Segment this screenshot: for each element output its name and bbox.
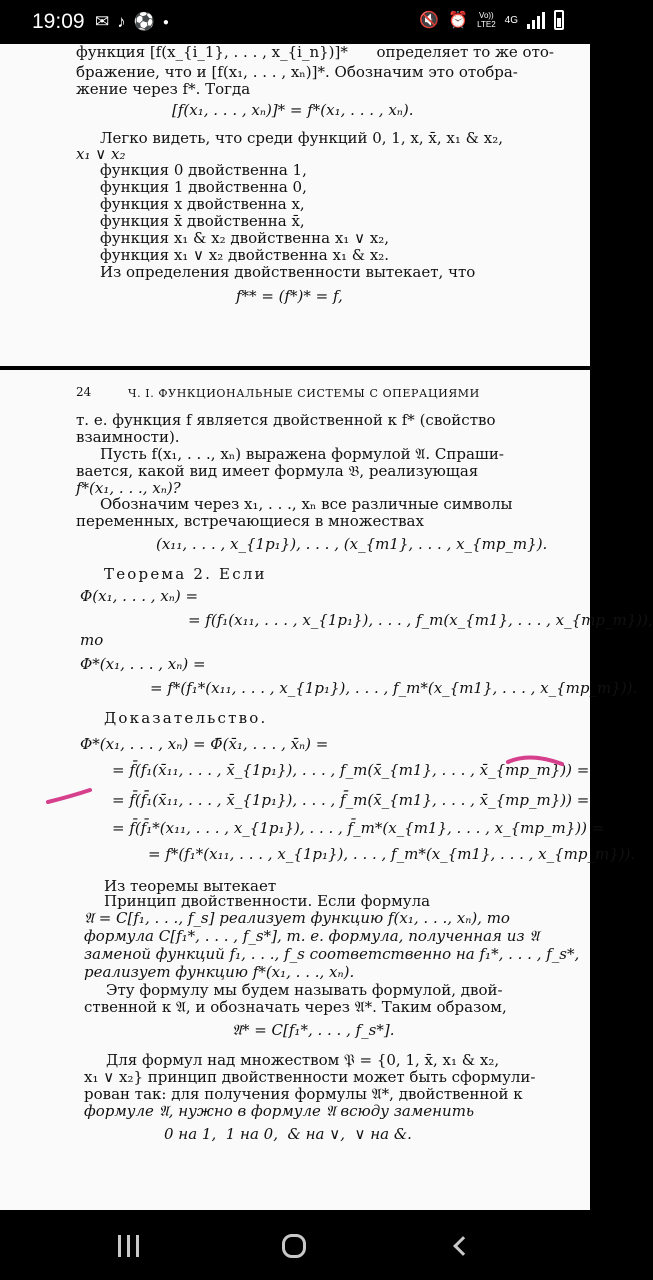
text-line: т. е. функция f является двойственной к f* (свойство xyxy=(76,411,496,429)
text-line: x₁ ∨ x₂ xyxy=(76,145,126,163)
formula: = f̄(f̄̄₁(x̄₁₁, . . . , x̄_{1p₁}), . . . , f̄̄_m(x̄_{m1}, . . . , x̄_{mp_m})) = xyxy=(112,791,590,809)
pen-annotations xyxy=(0,370,590,1210)
home-icon xyxy=(282,1234,306,1258)
text-line: функция x₁ ∨ x₂ двойственна x₁ & x₂. xyxy=(100,246,390,264)
text-line: ственной к 𝔄, и обозначать через 𝔄*. Таким образом, xyxy=(84,998,507,1016)
formula: = f*(f₁*(x₁₁, . . . , x_{1p₁}), . . . , f_m*(x_{m1}, . . . , x_{mp_m})). xyxy=(148,845,636,863)
formula: Φ*(x₁, . . . , xₙ) = xyxy=(80,655,206,673)
text-line: то xyxy=(80,631,104,649)
text-line: Пусть f(x₁, . . ., xₙ) выражена формулой 𝔄. Спраши- xyxy=(100,445,504,463)
formula: 0 на 1, 1 на 0, & на ∨, ∨ на &. xyxy=(164,1125,412,1143)
text-line: Эту формулу мы будем называть формулой, двой- xyxy=(106,981,503,999)
formula: (x₁₁, . . . , x_{1p₁}), . . . , (x_{m1}, . . . , x_{mp_m}). xyxy=(156,535,548,553)
recents-icon xyxy=(118,1235,139,1257)
text-line: функция 0 двойственна 1, xyxy=(100,161,307,179)
text-line: реализует функцию f*(x₁, . . ., xₙ). xyxy=(84,963,355,981)
running-header: Ч. I. ФУНКЦИОНАЛЬНЫЕ СИСТЕМЫ С ОПЕРАЦИЯМИ xyxy=(128,387,480,400)
formula: Φ(x₁, . . . , xₙ) = xyxy=(80,587,199,605)
text-line: заменой функций f₁, . . ., f_s соответственно на f₁*, . . . , f_s*, xyxy=(84,945,580,963)
formula: 𝔄* = C[f₁*, . . . , f_s*]. xyxy=(232,1021,395,1039)
mute-icon: 🔇 xyxy=(419,12,440,29)
text-line: переменных, встречающиеся в множествах xyxy=(76,512,424,530)
battery-icon xyxy=(554,10,564,30)
text-line: вается, какой вид имеет формула 𝔅, реализующая xyxy=(76,462,479,480)
text-line: жение через f*. Тогда xyxy=(76,80,251,98)
status-time: 19:09 xyxy=(32,10,85,33)
text-line: f*(x₁, . . ., xₙ)? xyxy=(76,479,181,497)
mail-icon: ✉ xyxy=(95,12,110,31)
principle-heading: Принцип двойственности. Если формула xyxy=(104,892,431,910)
pen-stroke-left xyxy=(48,790,90,802)
text-line: формуле 𝔄, нужно в формуле 𝔄 всюду заменить xyxy=(84,1102,475,1120)
text-line: Из теоремы вытекает xyxy=(104,877,277,895)
formula: [f(x₁, . . . , xₙ)]* = f*(x₁, . . . , xₙ). xyxy=(172,101,414,119)
recents-button[interactable] xyxy=(108,1230,148,1262)
text-line: x₁ ∨ x₂} принцип двойственности может быть сформули- xyxy=(84,1068,536,1086)
text-line: формула C[f₁*, . . . , f_s*], т. е. формула, полученная из 𝔄 xyxy=(84,927,540,945)
network-type: 4G xyxy=(504,14,518,26)
text-line: Обозначим через x₁, . . ., xₙ все различные символы xyxy=(100,495,513,513)
formula: = f(f₁(x₁₁, . . . , x_{1p₁}), . . . , f_m(x_{m1}, . . . , x_{mp_m})), xyxy=(188,611,653,629)
formula: = f*(f₁*(x₁₁, . . . , x_{1p₁}), . . . , f_m*(x_{m1}, . . . , x_{mp_m})). xyxy=(150,679,638,697)
text-line: функция [f(x_{i_1}, . . . , x_{i_n})]* определяет то же ото- xyxy=(76,43,554,61)
back-icon xyxy=(453,1236,473,1256)
football-icon: ⚽ xyxy=(133,12,155,31)
page-number: 24 xyxy=(76,385,92,399)
navigation-bar xyxy=(0,1212,590,1280)
theorem-heading: Теорема 2. Если xyxy=(104,565,267,583)
text-line: рован так: для получения формулы 𝔄*, двойственной к xyxy=(84,1085,523,1103)
volte-icon: Vo)) LTE2 xyxy=(477,11,496,29)
text-line: 𝔄 = C[f₁, . . ., f_s] реализует функцию f(x₁, . . ., xₙ), то xyxy=(84,909,510,927)
text-line: взаимности). xyxy=(76,428,180,446)
formula: = f̄(f̄₁*(x₁₁, . . . , x_{1p₁}), . . . , f̄_m*(x_{m1}, . . . , x_{mp_m})) = xyxy=(112,819,605,837)
formula: f** = (f*)* = f, xyxy=(236,287,343,305)
dot-icon: ● xyxy=(162,16,169,28)
text-line: бражение, что и [f(x₁, . . . , xₙ)]*. Обозначим это отобра- xyxy=(76,63,518,81)
alarm-icon: ⏰ xyxy=(448,12,469,29)
home-button[interactable] xyxy=(274,1230,314,1262)
proof-heading: Доказательство. xyxy=(104,709,268,727)
document-page-top xyxy=(0,44,590,366)
formula: Φ*(x₁, . . . , xₙ) = Φ̄(x̄₁, . . . , x̄ₙ) = xyxy=(80,735,329,753)
tiktok-icon: ♪ xyxy=(117,12,126,31)
text-line: функция x₁ & x₂ двойственна x₁ ∨ x₂, xyxy=(100,229,390,247)
text-line: Из определения двойственности вытекает, что xyxy=(100,263,476,281)
document-page-24 xyxy=(0,370,653,1210)
signal-icon xyxy=(527,11,545,29)
back-button[interactable] xyxy=(440,1230,480,1262)
text-line: Для формул над множеством 𝔓 = {0, 1, x̄, x₁ & x₂, xyxy=(106,1051,500,1069)
text-line: функция 1 двойственна 0, xyxy=(100,178,307,196)
status-bar xyxy=(0,0,590,44)
text-line: функция x̄ двойственна x̄, xyxy=(100,212,305,230)
pen-stroke-right xyxy=(508,757,562,764)
text-line: функция x двойственна x, xyxy=(100,195,305,213)
formula: = f̄(f₁(x̄₁₁, . . . , x̄_{1p₁}), . . . , f_m(x̄_{m1}, . . . , x̄_{mp_m})) = xyxy=(112,761,590,779)
text-line: Легко видеть, что среди функций 0, 1, x, x̄, x₁ & x₂, xyxy=(100,129,503,147)
